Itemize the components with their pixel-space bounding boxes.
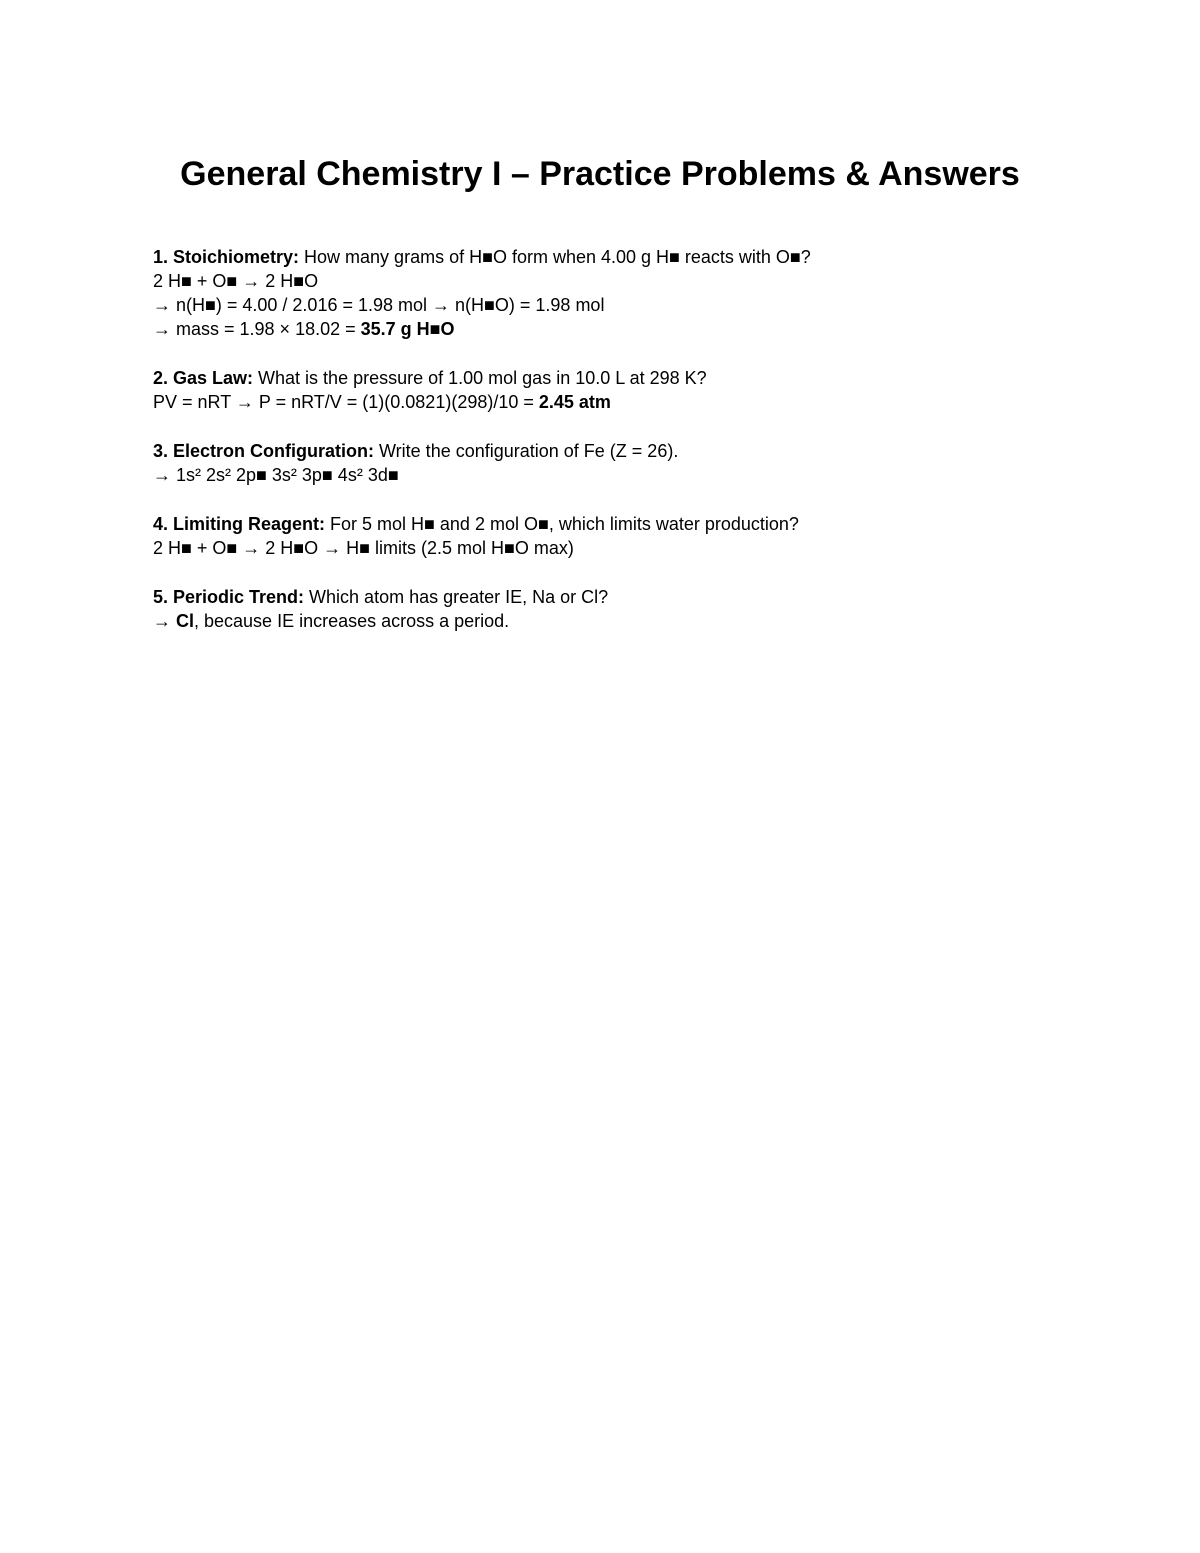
problem-question	[153, 245, 1053, 269]
problem-heading: 5. Periodic Trend:	[153, 587, 305, 607]
answer-text: , because IE increases across a period.	[194, 611, 510, 631]
problem-4	[153, 512, 1053, 560]
problem-question-text: Which atom has greater IE, Na or Cl?	[304, 587, 609, 607]
answer-line	[153, 463, 1053, 487]
problem-question-text: What is the pressure of 1.00 mol gas in 10.0 L at 298 K?	[253, 368, 707, 388]
problem-question-text: Write the configuration of Fe (Z = 26).	[374, 441, 679, 461]
answer-text: 2 H■ + O■ → 2 H■O	[153, 271, 319, 291]
problem-question	[153, 512, 1053, 536]
problem-question	[153, 366, 1053, 390]
answer-text: PV = nRT → P = nRT/V = (1)(0.0821)(298)/10 =	[153, 392, 539, 412]
problem-1	[153, 245, 1053, 341]
answer-text: → n(H■) = 4.00 / 2.016 = 1.98 mol → n(H■O) = 1.98 mol	[153, 295, 605, 315]
answer-line	[153, 609, 1053, 633]
answer-text: → mass = 1.98 × 18.02 =	[153, 319, 361, 339]
problem-5	[153, 585, 1053, 633]
answer-text: 2 H■ + O■ → 2 H■O → H■ limits (2.5 mol H■O max)	[153, 538, 574, 558]
answer-line	[153, 390, 1053, 414]
answer-line	[153, 317, 1053, 341]
page-title: General Chemistry I – Practice Problems & Answers	[180, 155, 1020, 193]
problem-heading: 3. Electron Configuration:	[153, 441, 375, 461]
problem-3	[153, 439, 1053, 487]
answer-result: 35.7 g H■O	[360, 319, 455, 339]
answer-result: 2.45 atm	[538, 392, 611, 412]
problem-heading: 4. Limiting Reagent:	[153, 514, 326, 534]
answer-text: → 1s² 2s² 2p■ 3s² 3p■ 4s² 3d■	[153, 465, 399, 485]
answer-line	[153, 269, 1053, 293]
problem-2	[153, 366, 1053, 414]
problem-list	[153, 245, 1053, 658]
answer-result: Cl	[176, 611, 195, 631]
answer-line	[153, 536, 1053, 560]
problem-heading: 1. Stoichiometry:	[153, 247, 300, 267]
problem-question	[153, 585, 1053, 609]
problem-question-text: For 5 mol H■ and 2 mol O■, which limits water production?	[325, 514, 799, 534]
problem-heading: 2. Gas Law:	[153, 368, 254, 388]
problem-question	[153, 439, 1053, 463]
answer-line	[153, 293, 1053, 317]
answer-text: →	[153, 611, 177, 631]
problem-question-text: How many grams of H■O form when 4.00 g H■ reacts with O■?	[299, 247, 811, 267]
